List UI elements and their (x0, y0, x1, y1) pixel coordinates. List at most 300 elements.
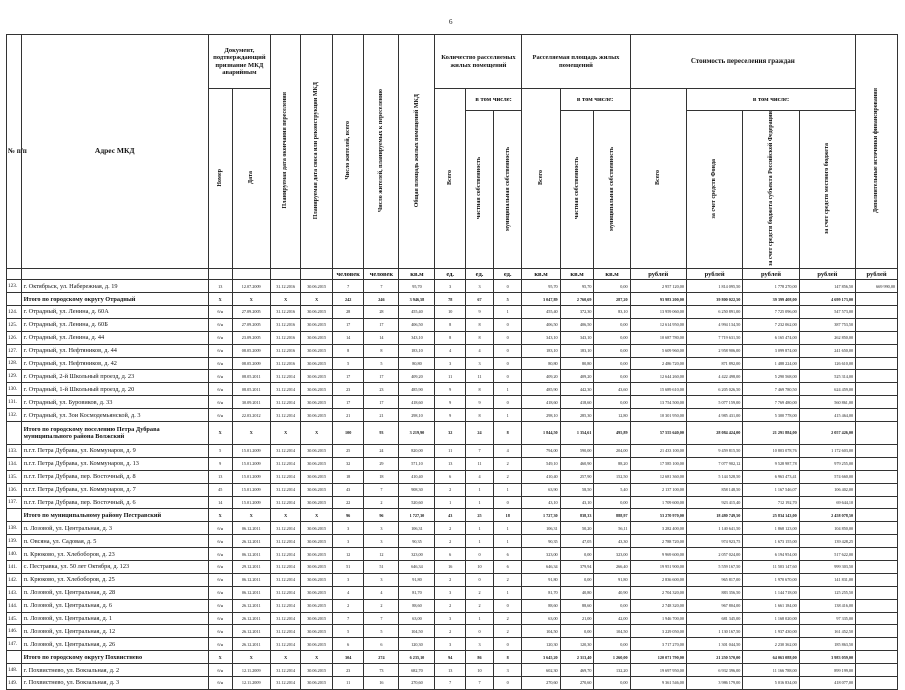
value-cell: 1 (494, 305, 522, 318)
value-cell: 30.06.2015 (301, 496, 333, 509)
value-cell: 6 932 396,00 (686, 664, 742, 677)
value-cell: 12.11.2009 (232, 677, 270, 690)
value-cell: 9 361 546,00 (630, 677, 686, 690)
value-cell: 104 850,00 (799, 522, 855, 535)
value-cell: 138 416,00 (799, 599, 855, 612)
col-planned-end-header: Планируемая дата окончания переселения (282, 92, 289, 209)
value-cell: 241 650,00 (799, 344, 855, 357)
value-cell: 1 (494, 383, 522, 396)
table-row (7, 331, 898, 344)
count-private-header: частная собственность (476, 157, 483, 220)
value-cell: 323,00 (399, 548, 435, 561)
value-cell: 590,00 (560, 444, 594, 457)
value-cell: 3 (435, 357, 465, 370)
value-cell: 1 172 603,00 (799, 444, 855, 457)
value-cell: 2 458 078,50 (799, 509, 855, 522)
value-cell: 19 951 900,00 (630, 561, 686, 574)
row-number-cell: 142. (7, 573, 22, 586)
value-cell: Х (208, 651, 232, 664)
value-cell: 17 (364, 396, 399, 409)
value-cell: 30.06.2015 (301, 318, 333, 331)
value-cell: 9 (465, 305, 493, 318)
value-cell: 11 (465, 457, 493, 470)
unit-cell: рублей (686, 269, 742, 280)
value-cell: 11 (435, 370, 465, 383)
value-cell: 549,10 (522, 457, 560, 470)
value-cell: 820,00 (399, 444, 435, 457)
value-cell: 455,40 (522, 305, 560, 318)
value-cell (856, 331, 898, 344)
value-cell: 31.12.2014 (270, 561, 300, 574)
value-cell: 3 (435, 280, 465, 293)
row-number-cell: 128. (7, 357, 22, 370)
value-cell: 11 (332, 677, 364, 690)
value-cell: 669 990,00 (856, 280, 898, 293)
value-cell: 31.12.2014 (270, 444, 300, 457)
value-cell: 28 (332, 305, 364, 318)
value-cell: 4 994 134,50 (686, 318, 742, 331)
value-cell: 18 (332, 470, 364, 483)
value-cell: 30.06.2015 (301, 599, 333, 612)
value-cell: 10 (465, 561, 493, 574)
value-cell: 9 (208, 457, 232, 470)
value-cell: 10 301 950,00 (630, 409, 686, 422)
value-cell: б/н (208, 318, 232, 331)
value-cell: 31.12.2016 (270, 305, 300, 318)
value-cell: 63,00 (399, 612, 435, 625)
cost-local-header: за счет средств местного бюджета (824, 142, 831, 235)
address-cell: п.г.т. Петра Дубрава, пер. Восточный, д. 8 (21, 470, 208, 483)
value-cell (856, 573, 898, 586)
row-number-cell: 149. (7, 677, 22, 690)
value-cell: 15.01.2009 (232, 483, 270, 496)
address-cell: г. Отрадный, ул. Ленина, д. 44 (21, 331, 208, 344)
value-cell: 16 (435, 561, 465, 574)
value-cell: 14 (208, 496, 232, 509)
row-number-cell: 136. (7, 483, 22, 496)
value-cell: 1 167 546,07 (743, 483, 799, 496)
value-cell: 387 753,50 (799, 318, 855, 331)
value-cell: 32 (332, 457, 364, 470)
value-cell: 418,60 (399, 396, 435, 409)
area-municipal-header: муниципальная собственность (608, 146, 615, 231)
value-cell: Х (232, 509, 270, 522)
value-cell: 31.12.2016 (270, 331, 300, 344)
value-cell: 06.12.2011 (232, 522, 270, 535)
value-cell: Х (301, 509, 333, 522)
value-cell: 19 697 950,00 (630, 664, 686, 677)
col-total-area-header: Общая площадь жилых помещений МКД (413, 93, 420, 208)
table-row (7, 370, 898, 383)
address-cell: г. Отрадный, ул. Нефтяников, д. 42 (21, 357, 208, 370)
address-cell: г. Отрадный, ул. Ленина, д. 60Б (21, 318, 208, 331)
value-cell: 1 (465, 496, 493, 509)
value-cell: 525 314,00 (799, 370, 855, 383)
table-row (7, 483, 898, 496)
value-cell: 2 (364, 599, 399, 612)
value-cell: 86 (465, 651, 493, 664)
unit-cell: кв.м (560, 269, 594, 280)
value-cell: 91,80 (399, 573, 435, 586)
value-cell: 520,60 (399, 496, 435, 509)
value-cell: 132,20 (594, 664, 630, 677)
value-cell: 8 (494, 651, 522, 664)
value-cell: 93 (364, 421, 399, 444)
row-number-cell: 123. (7, 280, 22, 293)
value-cell: 2 (332, 599, 364, 612)
value-cell: 6 250 891,00 (686, 305, 742, 318)
value-cell: 455,40 (399, 305, 435, 318)
value-cell: 12,80 (594, 409, 630, 422)
value-cell: 30.06.2015 (301, 396, 333, 409)
value-cell: 13 (208, 280, 232, 293)
value-cell: 379,94 (560, 561, 594, 574)
value-cell: 0 (494, 280, 522, 293)
value-cell: 965 817,00 (686, 573, 742, 586)
value-cell (856, 638, 898, 651)
value-cell: 3 (494, 664, 522, 677)
value-cell (856, 522, 898, 535)
address-cell: п. Лозовой, ул. Центральная, д. 6 (21, 599, 208, 612)
value-cell: 266,40 (594, 561, 630, 574)
value-cell: 06.12.2011 (232, 573, 270, 586)
value-cell: 21 250 570,00 (686, 651, 742, 664)
value-cell: 406,50 (560, 318, 594, 331)
value-cell: 95,70 (560, 280, 594, 293)
value-cell: 88,60 (399, 599, 435, 612)
value-cell: 6 235,10 (399, 651, 435, 664)
value-cell: 2 (494, 612, 522, 625)
value-cell: 1 354,61 (560, 421, 594, 444)
row-number-cell: 145. (7, 612, 22, 625)
value-cell: 30.09.2011 (232, 396, 270, 409)
value-cell (856, 651, 898, 664)
value-cell: 3 (435, 612, 465, 625)
value-cell: 406,50 (399, 318, 435, 331)
value-cell: 31.12.2014 (270, 599, 300, 612)
value-cell: 17 (332, 370, 364, 383)
cost-subject-header: за счет средств бюджета субъекта Российской Федерации (767, 111, 774, 267)
value-cell: 13 (435, 457, 465, 470)
value-cell: 95,70 (399, 280, 435, 293)
address-cell: Итого по городскому округу Похвистнево (21, 651, 208, 664)
value-cell: 3 (332, 573, 364, 586)
value-cell: б/н (208, 357, 232, 370)
value-cell: 262 850,00 (799, 331, 855, 344)
value-cell: 1 (435, 496, 465, 509)
value-cell: 120,30 (399, 638, 435, 651)
value-cell: 602,30 (522, 664, 560, 677)
value-cell: 2 137 100,00 (630, 483, 686, 496)
value-cell: 574 660,00 (799, 470, 855, 483)
value-cell: 31.12.2014 (270, 573, 300, 586)
value-cell: 343,10 (399, 331, 435, 344)
value-cell: 81,70 (399, 586, 435, 599)
value-cell: 100 (332, 421, 364, 444)
value-cell: 31.12.2014 (270, 470, 300, 483)
value-cell: 3 (465, 280, 493, 293)
value-cell: 460,90 (560, 457, 594, 470)
address-cell: г. Отрадный, 1-й Школьный проезд, д. 20 (21, 383, 208, 396)
value-cell: 30.06.2015 (301, 548, 333, 561)
value-cell: 80,80 (560, 357, 594, 370)
value-cell: 5 016 834,00 (743, 677, 799, 690)
value-cell: 73 (364, 664, 399, 677)
row-number-cell: 126. (7, 331, 22, 344)
value-cell: 15.01.2009 (232, 496, 270, 509)
row-number-cell: 143. (7, 586, 22, 599)
value-cell: 323,00 (594, 548, 630, 561)
value-cell: 31.12.2014 (270, 535, 300, 548)
value-cell: 23.09.2005 (232, 331, 270, 344)
value-cell: 30.06.2015 (301, 638, 333, 651)
row-number-cell (7, 293, 22, 306)
count-municipal-header: муниципальная собственность (504, 146, 511, 231)
value-cell: Х (270, 509, 300, 522)
value-cell: 410,40 (522, 470, 560, 483)
value-cell: 88,20 (594, 457, 630, 470)
value-cell: 3 219,90 (399, 421, 435, 444)
table-row (7, 612, 898, 625)
value-cell: 67 (465, 293, 493, 306)
value-cell: 10 (435, 305, 465, 318)
value-cell: 106,31 (399, 522, 435, 535)
value-cell: 2 957 120,00 (630, 280, 686, 293)
value-cell: 3 645,20 (522, 651, 560, 664)
value-cell: 0,00 (594, 370, 630, 383)
value-cell: 5 300 778,00 (743, 409, 799, 422)
value-cell: б/н (208, 677, 232, 690)
value-cell: 08.05.2011 (232, 383, 270, 396)
value-cell: 31.12.2014 (270, 522, 300, 535)
value-cell: 30.06.2015 (301, 612, 333, 625)
value-cell: 141 831,00 (799, 573, 855, 586)
value-cell: 2 (494, 625, 522, 638)
value-cell: 43,10 (560, 496, 594, 509)
value-cell: 23 (332, 383, 364, 396)
value-cell: 30.06.2015 (301, 357, 333, 370)
address-cell: г. Отрадный, ул. Ленина, д. 60А (21, 305, 208, 318)
value-cell: 7 469 780,50 (743, 383, 799, 396)
unit-cell: рублей (743, 269, 799, 280)
value-cell: 96 (332, 509, 364, 522)
col-num-header: № п/п (7, 35, 22, 269)
value-cell: 3 (364, 522, 399, 535)
value-cell: 183,10 (399, 344, 435, 357)
value-cell: 3 983 059,00 (799, 651, 855, 664)
value-cell: 31.12.2014 (270, 625, 300, 638)
table-row (7, 344, 898, 357)
value-cell: 17 585 100,00 (630, 457, 686, 470)
value-cell: 17 (332, 396, 364, 409)
value-cell: 1 868 123,00 (743, 522, 799, 535)
value-cell: 40,80 (560, 586, 594, 599)
value-cell: 838,33 (560, 509, 594, 522)
value-cell: 3 282 400,00 (630, 522, 686, 535)
table-row (7, 638, 898, 651)
unit-cell: ед. (494, 269, 522, 280)
value-cell: 1 (494, 522, 522, 535)
table-row (7, 496, 898, 509)
value-cell: 0 (494, 344, 522, 357)
value-cell: 21,00 (560, 612, 594, 625)
value-cell: 5 (364, 625, 399, 638)
value-cell: 120,30 (522, 638, 560, 651)
value-cell: 242 (332, 293, 364, 306)
value-cell: 10 803 078,76 (743, 444, 799, 457)
value-cell: 246 (364, 293, 399, 306)
value-cell: 5 (364, 357, 399, 370)
value-cell: 8 (465, 409, 493, 422)
value-cell: 17 (364, 318, 399, 331)
value-cell: 126 610,00 (799, 357, 855, 370)
value-cell: 14 (332, 331, 364, 344)
value-cell: 343,10 (522, 331, 560, 344)
value-cell: 517 622,00 (799, 548, 855, 561)
value-cell: 8 (435, 331, 465, 344)
value-cell: 7 (364, 483, 399, 496)
row-number-cell: 147. (7, 638, 22, 651)
value-cell: 7 719 631,50 (686, 331, 742, 344)
value-cell: 5 609 960,00 (630, 344, 686, 357)
table-row (7, 599, 898, 612)
value-cell: 2 (494, 470, 522, 483)
row-number-cell (7, 651, 22, 664)
value-cell: 25 (332, 444, 364, 457)
value-cell: 4 (494, 444, 522, 457)
value-cell: 0 (494, 331, 522, 344)
value-cell: 908,30 (399, 483, 435, 496)
value-cell: 0,00 (594, 396, 630, 409)
value-cell: 43,60 (594, 383, 630, 396)
unit-cell: человек (332, 269, 364, 280)
value-cell: 9 528 987,78 (743, 457, 799, 470)
cost-fund-header: за счет средств Фонда (711, 158, 718, 219)
value-cell: 1 (494, 483, 522, 496)
value-cell: 923 415,40 (686, 496, 742, 509)
value-cell: 29 (364, 457, 399, 470)
value-cell (856, 612, 898, 625)
value-cell: 2 (435, 522, 465, 535)
value-cell: 26.12.2011 (232, 625, 270, 638)
value-cell: 24 (465, 421, 493, 444)
row-number-cell: 125. (7, 318, 22, 331)
value-cell: 10 687 780,00 (630, 331, 686, 344)
table-row (7, 318, 898, 331)
value-cell: 1 168 020,00 (743, 612, 799, 625)
value-cell: 31.12.2014 (270, 677, 300, 690)
value-cell: 31.12.2014 (270, 483, 300, 496)
value-cell: 2 (494, 573, 522, 586)
value-cell: б/н (208, 612, 232, 625)
col-area-group-header: Расселяемая площадь жилых помещений (522, 35, 630, 89)
value-cell: 24 (364, 444, 399, 457)
value-cell: 2 057 024,00 (686, 548, 742, 561)
value-cell: Х (232, 651, 270, 664)
value-cell: 120 071 790,00 (630, 651, 686, 664)
value-cell: 39 800 022,50 (686, 293, 742, 306)
value-cell: 343,10 (560, 331, 594, 344)
value-cell: 88,60 (560, 599, 594, 612)
value-cell: 2 (364, 496, 399, 509)
value-cell: 47,05 (560, 535, 594, 548)
value-cell: 0 (494, 638, 522, 651)
value-cell: 9 (465, 396, 493, 409)
value-cell: 31.12.2014 (270, 457, 300, 470)
row-number-cell: 127. (7, 344, 22, 357)
row-number-cell: 132. (7, 409, 22, 422)
value-cell: 646,34 (522, 561, 560, 574)
value-cell: 12 614 950,00 (630, 318, 686, 331)
value-cell: 63,00 (522, 612, 560, 625)
value-cell: 7 725 096,00 (743, 305, 799, 318)
value-cell: 6 194 954,00 (743, 548, 799, 561)
value-cell: 30.06.2015 (301, 344, 333, 357)
row-number-cell: 124. (7, 305, 22, 318)
value-cell: 51 (332, 561, 364, 574)
value-cell: 3 (465, 357, 493, 370)
value-cell: 974 923,75 (686, 535, 742, 548)
value-cell: 8 (364, 344, 399, 357)
value-cell: 0 (494, 599, 522, 612)
value-cell (856, 409, 898, 422)
value-cell: 43,30 (594, 535, 630, 548)
value-cell: 7 (364, 280, 399, 293)
value-cell: 712 192,70 (743, 496, 799, 509)
value-cell: 3 (332, 522, 364, 535)
value-cell: 50,20 (560, 522, 594, 535)
value-cell: 2 958 906,00 (686, 344, 742, 357)
value-cell: 31.12.2014 (270, 548, 300, 561)
value-cell: 2 057 426,00 (799, 421, 855, 444)
value-cell: 2 748 320,00 (630, 599, 686, 612)
value-cell: 8 (465, 331, 493, 344)
value-cell: 25 (465, 509, 493, 522)
value-cell: 2 (435, 599, 465, 612)
value-cell: 5 559 167,50 (686, 561, 742, 574)
value-cell: 26.12.2011 (232, 612, 270, 625)
address-cell: Итого по муниципальному району Пестравский (21, 509, 208, 522)
value-cell: 80,80 (522, 357, 560, 370)
value-cell: 30.06.2015 (301, 470, 333, 483)
value-cell: б/н (208, 599, 232, 612)
value-cell: Х (232, 421, 270, 444)
value-cell: Х (301, 293, 333, 306)
value-cell: 31.12.2016 (270, 357, 300, 370)
row-number-cell: 148. (7, 664, 22, 677)
value-cell: 3 (465, 638, 493, 651)
value-cell: 6 (494, 561, 522, 574)
row-number-cell: 139. (7, 535, 22, 548)
value-cell: 571,10 (399, 457, 435, 470)
value-cell: 53 270 970,00 (630, 509, 686, 522)
value-cell: 4 (332, 586, 364, 599)
value-cell (856, 470, 898, 483)
value-cell: 32 (435, 421, 465, 444)
value-cell: 0,00 (594, 344, 630, 357)
col-address-header: Адрес МКД (21, 35, 208, 269)
value-cell: 0 (465, 548, 493, 561)
value-cell: 1 673 155,00 (743, 535, 799, 548)
value-cell: 0 (494, 318, 522, 331)
row-number-cell: 137. (7, 496, 22, 509)
value-cell: 30.06.2015 (301, 483, 333, 496)
value-cell: 409,20 (399, 370, 435, 383)
value-cell: 106 402,00 (799, 483, 855, 496)
value-cell: 30.06.2015 (301, 331, 333, 344)
value-cell (856, 444, 898, 457)
value-cell: 17 (332, 318, 364, 331)
